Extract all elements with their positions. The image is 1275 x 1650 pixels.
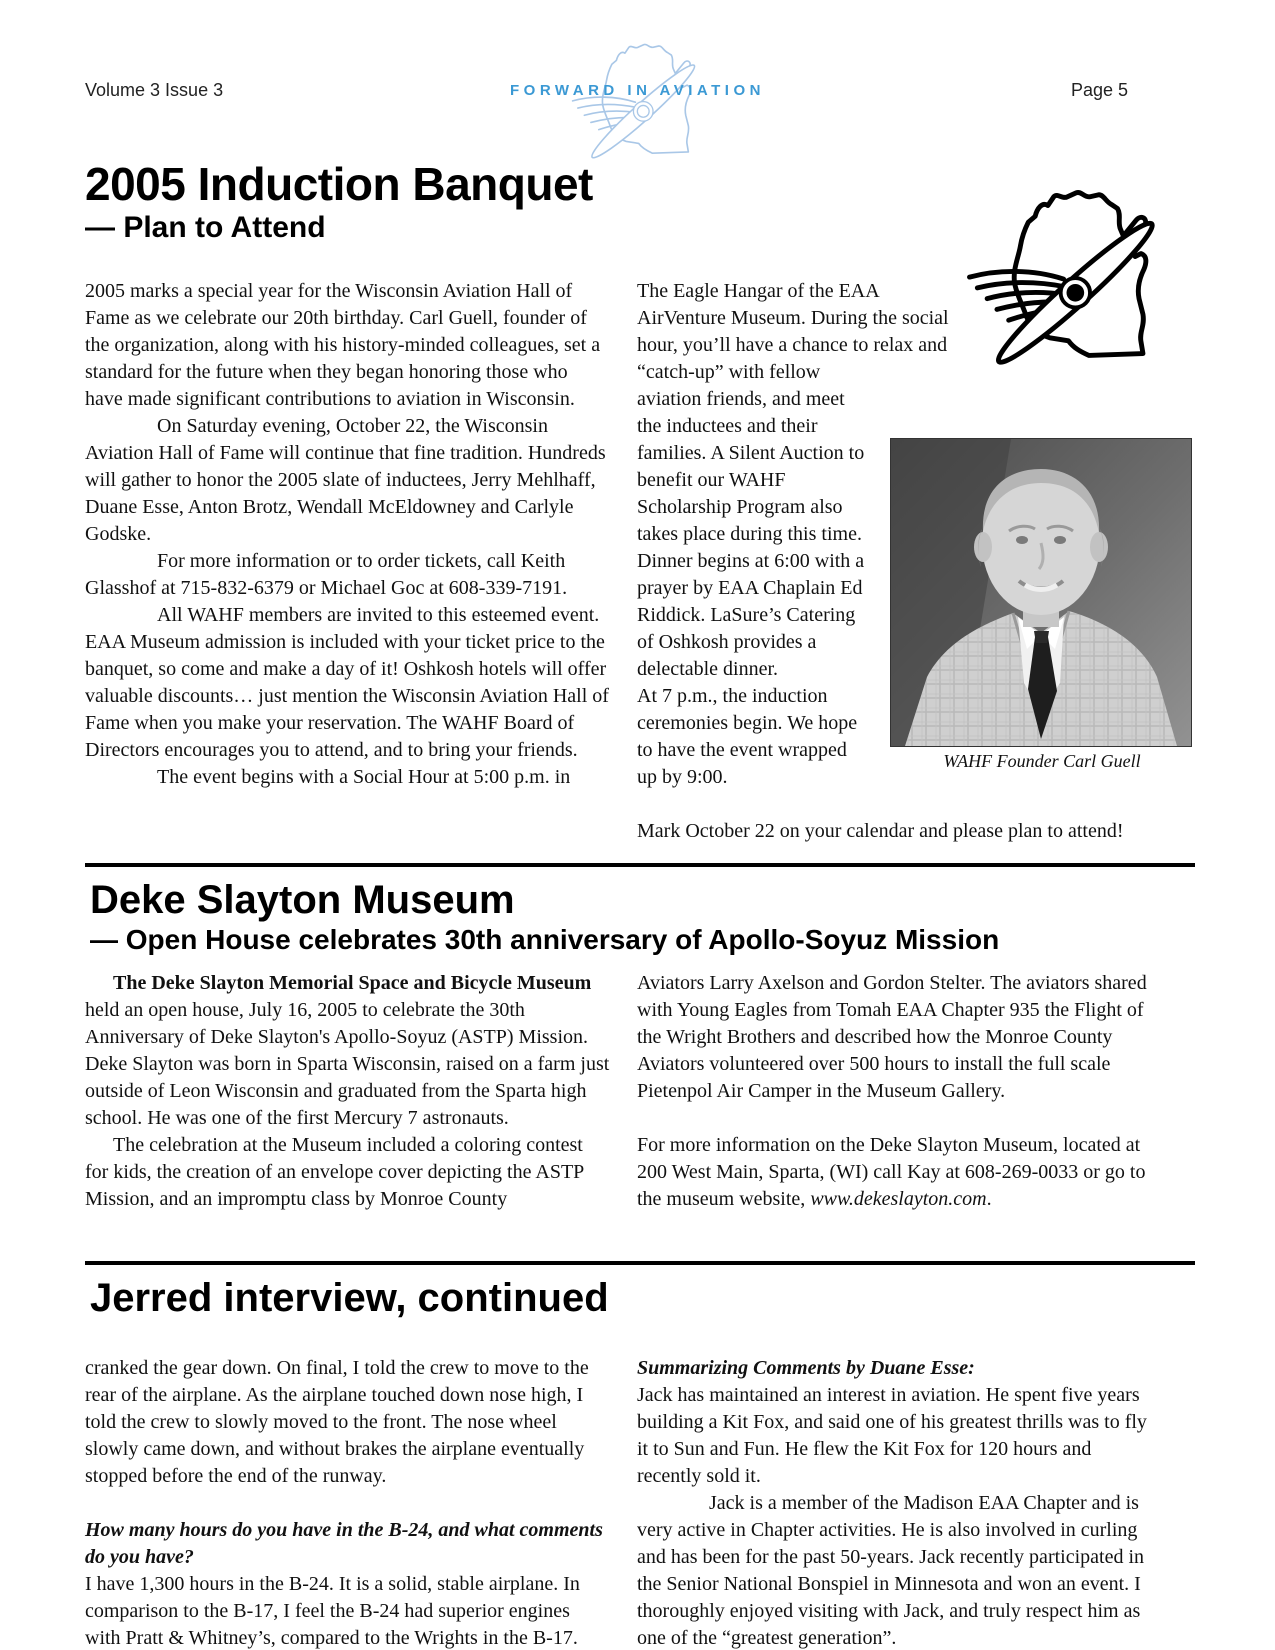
summary-heading: Summarizing Comments by Duane Esse: xyxy=(637,1356,975,1379)
page-number-label: Page 5 xyxy=(1070,80,1128,100)
paragraph: 2005 marks a special year for the Wisconsin Aviation Hall of Fame as we celebrate our 20th birthday. Carl Guell, founder of the organization, along with his history-minded colleagues, set a standard for the future when they began honoring those who have made significant contributions to aviation in Wisconsin. xyxy=(85,279,601,410)
article1-title: 2005 Induction Banquet xyxy=(85,158,593,210)
paragraph: On Saturday evening, October 22, the Wisconsin Aviation Hall of Fame will continue that fine tradition. Hundreds will gather to honor the 2005 slate of inductees, Jerry Mehlhaff, Duane Esse, Anton Brotz, Wendall McEldowney and Carlyle Godske. xyxy=(85,414,606,545)
carl-guell-photo xyxy=(890,438,1192,747)
photo-caption: WAHF Founder Carl Guell xyxy=(943,750,1141,771)
paragraph: Aviators Larry Axelson and Gordon Stelter. The aviators shared with Young Eagles from Tomah EAA Chapter 935 the Flight of the Wright Brothers and described how the Monroe County Aviators volunteered over 500 hours to install the full scale Pietenpol Air Camper in the Museum Gallery. xyxy=(637,971,1147,1102)
interview-question: How many hours do you have in the B-24, and what comments do you have? xyxy=(85,1518,603,1568)
article-jerred-interview xyxy=(85,1277,1190,1650)
brand-lockup xyxy=(503,38,773,173)
wahf-logo-icon xyxy=(940,183,1195,379)
bold-lead: The Deke Slayton Memorial Space and Bicycle Museum xyxy=(113,971,592,994)
paragraph-text: held an open house, July 16, 2005 to celebrate the 30th Anniversary of Deke Slayton's Apollo-Soyuz (ASTP) Mission. Deke Slayton was born in Sparta Wisconsin, raised on a farm just outside of Leon Wisconsin and graduated from the Sparta high school. He was one of the first Mercury 7 astronauts. xyxy=(85,998,610,1129)
article2-subtitle: — Open House celebrates 30th anniversary of Apollo-Soyuz Mission xyxy=(90,923,1000,955)
article2-left-column xyxy=(85,970,610,1213)
paragraph-text: For more information on the Deke Slayton Museum, located at 200 West Main, Sparta, (WI) call Kay at 608-269-0033 or go to the museum website, xyxy=(637,1133,1146,1210)
section-divider xyxy=(85,863,1195,867)
article2-right-column xyxy=(637,970,1150,1213)
article1-left-column xyxy=(85,278,610,845)
interview-answer: I have 1,300 hours in the B-24. It is a solid, stable airplane. In comparison to the B-17, I feel the B-24 had superior engines with Pratt & Whitney’s, compared to the Wrights in the B-17. xyxy=(85,1572,580,1649)
paragraph: For more information or to order tickets, call Keith Glasshof at 715-832-6379 or Michael Goc at 608-339-7191. xyxy=(85,549,568,599)
brand-title: FORWARD IN AVIATION xyxy=(510,82,765,99)
volume-issue-label: Volume 3 Issue 3 xyxy=(85,80,224,100)
paragraph: At 7 p.m., the induction ceremonies begin. We hope to have the event wrapped up by 9:00. xyxy=(637,684,858,788)
article2-title: Deke Slayton Museum xyxy=(90,877,515,922)
article3-left-column xyxy=(85,1355,610,1650)
section-divider xyxy=(85,1261,1195,1265)
paragraph-text: . xyxy=(986,1187,992,1210)
article3-title: Jerred interview, continued xyxy=(90,1275,609,1320)
article1-columns xyxy=(85,278,1190,845)
masthead xyxy=(0,0,1275,170)
paragraph xyxy=(637,1132,1150,1213)
paragraph xyxy=(85,970,610,1132)
paragraph: Jack has maintained an interest in aviation. He spent five years building a Kit Fox, and said one of his greatest thrills was to fly it to Sun and Fun. He flew the Kit Fox for 120 hours and recently sold it. xyxy=(637,1383,1147,1487)
paragraph: Jack is a member of the Madison EAA Chapter and is very active in Chapter activities. He is also involved in curling and has been for the past 50-years. Jack recently participated in the Senior National Bonspiel in Minnesota and won an event. I thoroughly enjoyed visiting with Jack, and truly respect him as one of the “greatest generation”. xyxy=(637,1491,1145,1649)
paragraph: The celebration at the Museum included a coloring contest for kids, the creation of an envelope cover depicting the ASTP Mission, and an impromptu class by Monroe County xyxy=(85,1133,584,1210)
article1-right-column xyxy=(637,278,1150,845)
website-url: www.dekeslayton.com xyxy=(810,1187,987,1210)
main-content xyxy=(85,160,1190,1650)
article-induction-banquet xyxy=(85,160,1190,845)
paragraph: The event begins with a Social Hour at 5:00 p.m. in xyxy=(157,765,571,788)
carl-guell-figure xyxy=(882,438,1192,772)
article3-right-column xyxy=(637,1355,1150,1650)
paragraph: The Eagle Hangar of the EAA AirVenture Museum. During the social hour, you’ll have a chance to relax and “catch-up” with fellow aviation friends, and meet the inductees and their families. A Silent Auction to benefit our WAHF Scholarship Program also takes place during this time. Dinner begins at 6:00 with a prayer by EAA Chaplain Ed Riddick. LaSure’s Catering of Oshkosh provides a delectable dinner. xyxy=(637,279,949,680)
article-deke-slayton xyxy=(85,879,1190,1213)
article3-columns xyxy=(85,1355,1190,1650)
paragraph: Mark October 22 on your calendar and please plan to attend! xyxy=(637,819,1124,842)
article2-columns xyxy=(85,970,1190,1213)
article1-subtitle: — Plan to Attend xyxy=(85,211,326,245)
paragraph: cranked the gear down. On final, I told the crew to move to the rear of the airplane. As the airplane touched down nose high, I told the crew to slowly moved to the front. The nose wheel slowly came down, and without brakes the airplane eventually stopped before the end of the runway. xyxy=(85,1356,589,1487)
paragraph: All WAHF members are invited to this esteemed event. EAA Museum admission is included with your ticket price to the banquet, so come and make a day of it! Oshkosh hotels will offer valuable discounts… just mention the Wisconsin Aviation Hall of Fame when you make your reservation. The WAHF Board of Directors encourages you to attend, and to bring your friends. xyxy=(85,603,609,761)
wisconsin-propeller-outline-icon xyxy=(553,38,723,169)
